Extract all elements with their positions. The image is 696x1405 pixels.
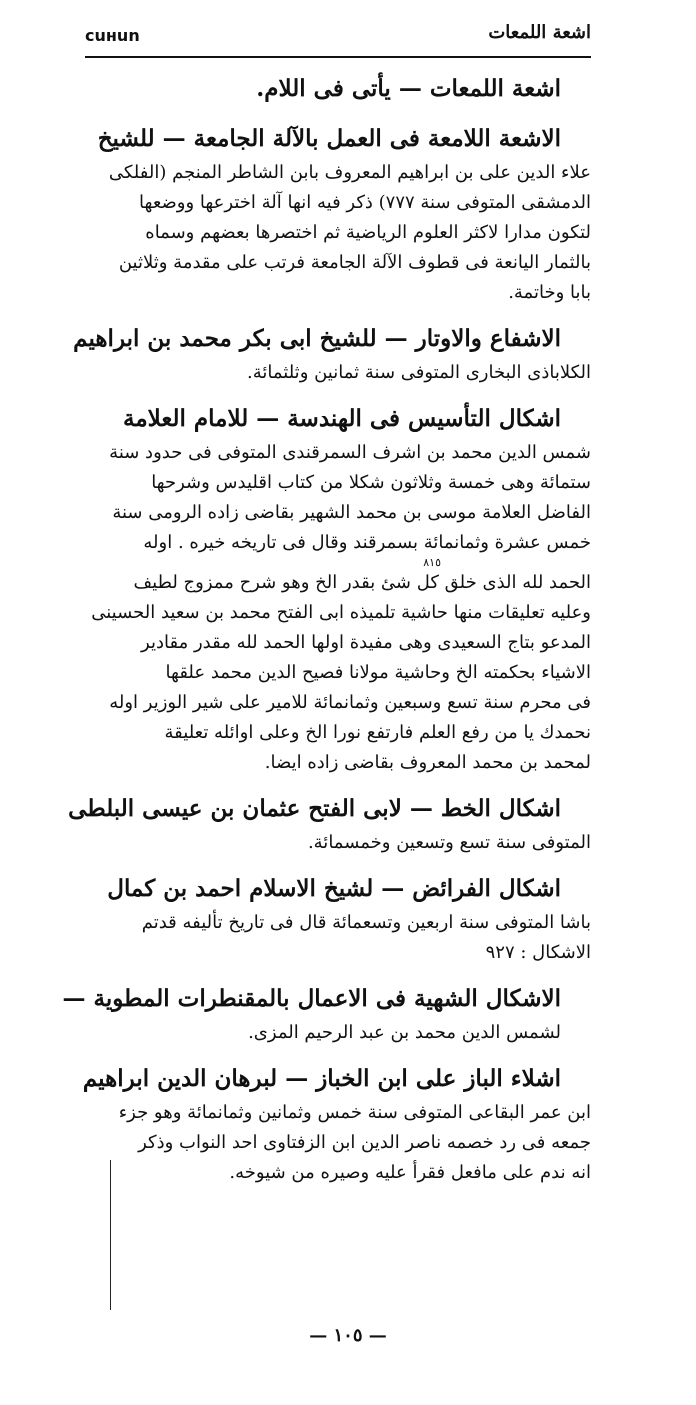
entry-text-line: الاشياء بحكمته الخ وحاشية مولانا فصيح الدين محمد علقها <box>165 662 591 683</box>
entry-text-line: ابن عمر البقاعى المتوفى سنة خمس وثمانين وثمانمائة وهو جزء <box>118 1102 591 1123</box>
entry-text-line: الكلاباذى البخارى المتوفى سنة ثمانين وثلثمائة. <box>247 362 591 383</box>
entry-text-line: المدعو بتاج السعيدى وهى مفيدة اولها الحمد لله مقدر مقادير <box>141 632 591 653</box>
entry-text-line: بالثمار اليانعة فى قطوف الآلة الجامعة فرتب على مقدمة وثلاثين <box>118 252 591 273</box>
entry-text-line: وعليه تعليقات منها حاشية تلميذه ابى الفتح محمد بن سعيد الحسينى <box>91 602 591 623</box>
entry-text-line: فى محرم سنة تسع وسبعين وثمانمائة للامير على شير الوزير اوله <box>109 692 591 713</box>
dictionary-entry <box>85 120 591 308</box>
dictionary-entry <box>62 980 591 1048</box>
header-left-mark: сuнun <box>85 26 140 45</box>
entry-title: الاشفاع والاوتار — للشيخ ابى بكر محمد بن ابراهيم <box>73 325 561 352</box>
entry-title: اشكال الخط — لابى الفتح عثمان بن عيسى البلطى <box>68 795 561 822</box>
entry-title: الاشكال الشهية فى الاعمال بالمقنطرات المطوية — <box>62 985 561 1012</box>
entry-text-line: علاء الدين على بن ابراهيم المعروف بابن الشاطر المنجم (الفلكى <box>108 162 591 183</box>
entry-title: اشلاء الباز على ابن الخباز — لبرهان الدين ابراهيم <box>82 1065 561 1092</box>
entry-text-line: الاشكال : ٩٢٧ <box>485 942 591 963</box>
entry-text-line: لتكون مدارا لاكثر العلوم الرياضية ثم اختصرها بعضهم وسماه <box>145 222 591 243</box>
marginal-note: ٨١٥ <box>423 556 441 569</box>
dictionary-entry <box>85 70 591 108</box>
dictionary-entry <box>85 400 591 778</box>
entry-text-line: بابا وخاتمة. <box>508 282 591 303</box>
entry-text-line: شمس الدين محمد بن اشرف السمرقندى المتوفى فى حدود سنة <box>109 442 591 463</box>
entry-text-line: الحمد لله الذى خلق كل شئ بقدر الخ وهو شرح ممزوج لطيف <box>133 572 591 593</box>
entry-text-line: المتوفى سنة تسع وتسعين وخمسمائة. <box>307 832 591 853</box>
entry-text-line: لمحمد بن محمد المعروف بقاضى زاده ايضا. <box>264 752 591 773</box>
page-number: — ١٠٥ — <box>309 1325 387 1346</box>
entry-text-line: خمس عشرة وثمانمائة بسمرقند وقال فى تاريخه خيره . اوله <box>143 532 591 553</box>
entry-title: الاشعة اللامعة فى العمل بالآلة الجامعة — للشيخ <box>97 125 561 152</box>
entry-text-line: الدمشقى المتوفى سنة ٧٧٧) ذكر فيه انها آلة اخترعها ووضعها <box>139 192 591 213</box>
dictionary-entry <box>85 870 591 968</box>
entry-text-line: الفاضل العلامة موسى بن محمد الشهير بقاضى زاده الرومى سنة <box>112 502 591 523</box>
entry-title: اشكال التأسيس فى الهندسة — للامام العلامة <box>123 405 561 432</box>
dictionary-entry <box>73 320 591 388</box>
entry-text-line: باشا المتوفى سنة اربعين وتسعمائة قال فى تاريخ تأليفه قدتم <box>141 912 591 933</box>
dictionary-entries <box>62 70 591 1200</box>
header-title: اشعة اللمعات <box>488 22 591 43</box>
dictionary-entry <box>68 790 591 858</box>
entry-text-line: نحمدك يا من رفع العلم فارتفع نورا الخ وعلى اوائله تعليقة <box>164 722 591 743</box>
entry-text-line: جمعه فى رد خصمه ناصر الدين ابن الزفتاوى احد النواب وذكر <box>138 1132 591 1153</box>
entry-text-line: ستمائة وهى خمسة وثلاثون شكلا من كتاب اقليدس وشرحها <box>151 472 591 493</box>
entry-title: اشكال الفرائض — لشيخ الاسلام احمد بن كمال <box>107 875 561 902</box>
margin-bar <box>110 1160 111 1310</box>
entry-text-line: لشمس الدين محمد بن عبد الرحيم المزى. <box>248 1022 561 1043</box>
entry-title: اشعة اللمعات — يأتى فى اللام. <box>256 75 561 102</box>
entry-text-line: انه ندم على مافعل فقرأ عليه وصيره من شيوخه. <box>229 1162 591 1183</box>
running-header <box>85 22 591 52</box>
header-rule <box>85 56 591 58</box>
dictionary-entry <box>82 1060 591 1188</box>
